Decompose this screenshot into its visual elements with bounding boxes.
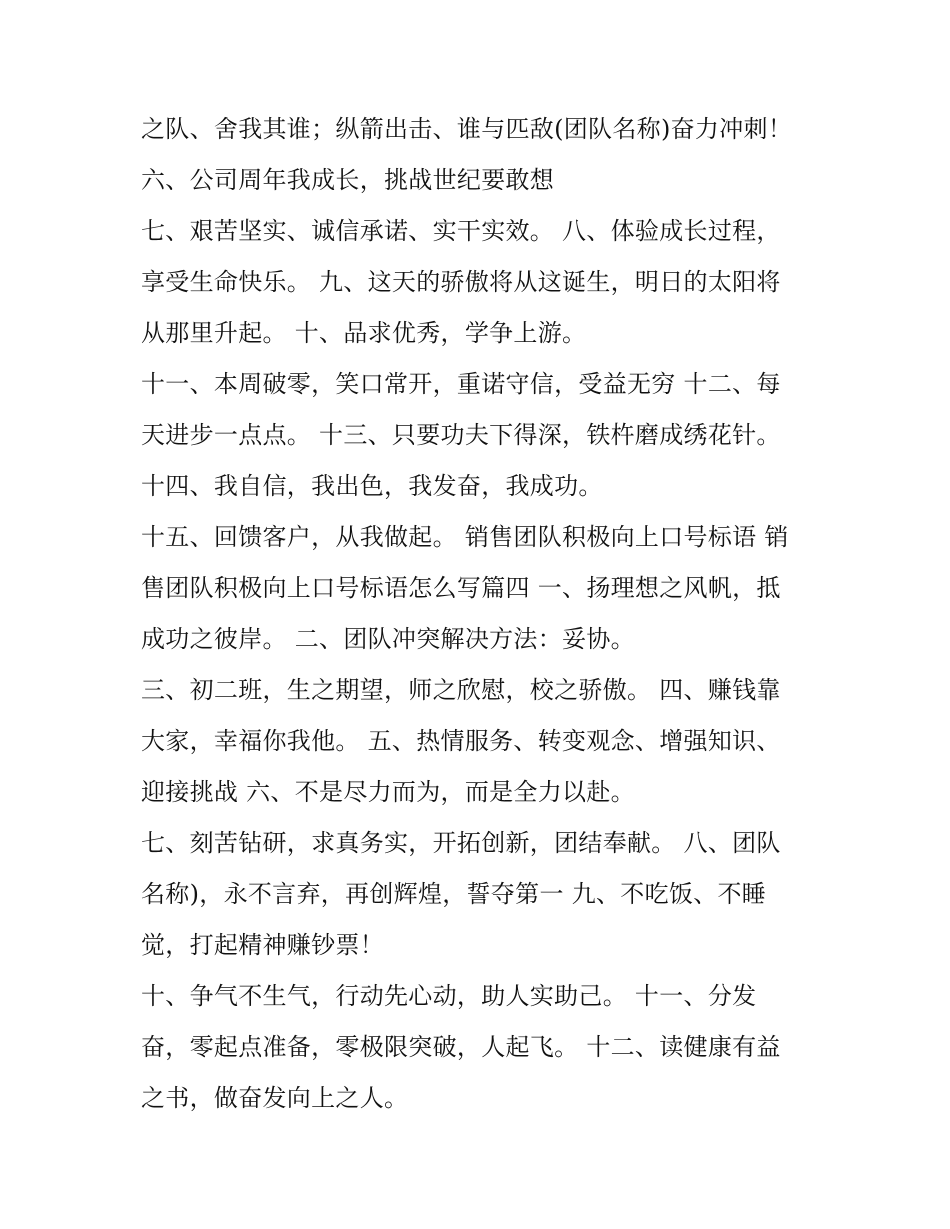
text-line: 迎接挑战 六、不是尽力而为，而是全力以赴。 <box>141 778 635 806</box>
text-line: 十四、我自信，我出色，我发奋，我成功。 <box>141 472 603 500</box>
text-line: 享受生命快乐。 九、这天的骄傲将从这诞生，明日的太阳将 <box>141 268 781 296</box>
text-line: 十五、回馈客户，从我做起。 销售团队积极向上口号标语 销 <box>141 523 789 551</box>
text-line: 奋，零起点准备，零极限突破，人起飞。 十二、读健康有益 <box>141 1033 781 1061</box>
text-line: 从那里升起。 十、品求优秀，学争上游。 <box>141 319 587 347</box>
text-line: 十、争气不生气，行动先心动，助人实助己。 十一、分发 <box>141 982 757 1010</box>
document-body <box>141 104 821 1124</box>
text-line: 售团队积极向上口号标语怎么写篇四 一、扬理想之风帆，抵 <box>141 574 781 602</box>
text-line: 十一、本周破零，笑口常开，重诺守信，受益无穷 十二、每 <box>141 370 781 398</box>
text-line: 之队、舍我其谁；纵箭出击、谁与匹敌(团队名称)奋力冲刺！ <box>141 115 793 143</box>
text-line: 三、初二班，生之期望，师之欣慰，校之骄傲。 四、赚钱靠 <box>141 676 781 704</box>
text-line: 天进步一点点。 十三、只要功夫下得深，铁杵磨成绣花针。 <box>141 421 781 449</box>
text-line: 七、艰苦坚实、诚信承诺、实干实效。 八、体验成长过程， <box>141 217 781 245</box>
text-line: 觉，打起精神赚钞票！ <box>141 931 384 959</box>
text-line: 六、公司周年我成长，挑战世纪要敢想 <box>141 166 555 194</box>
text-line: 大家，幸福你我他。 五、热情服务、转变观念、增强知识、 <box>141 727 781 755</box>
text-line: 名称)，永不言弃，再创辉煌，誓夺第一 九、不吃饭、不睡 <box>141 880 767 908</box>
text-line: 七、刻苦钻研，求真务实，开拓创新，团结奉献。 八、团队 <box>141 829 781 857</box>
text-line: 成功之彼岸。 二、团队冲突解决方法：妥协。 <box>141 625 635 653</box>
text-line: 之书，做奋发向上之人。 <box>141 1084 409 1112</box>
